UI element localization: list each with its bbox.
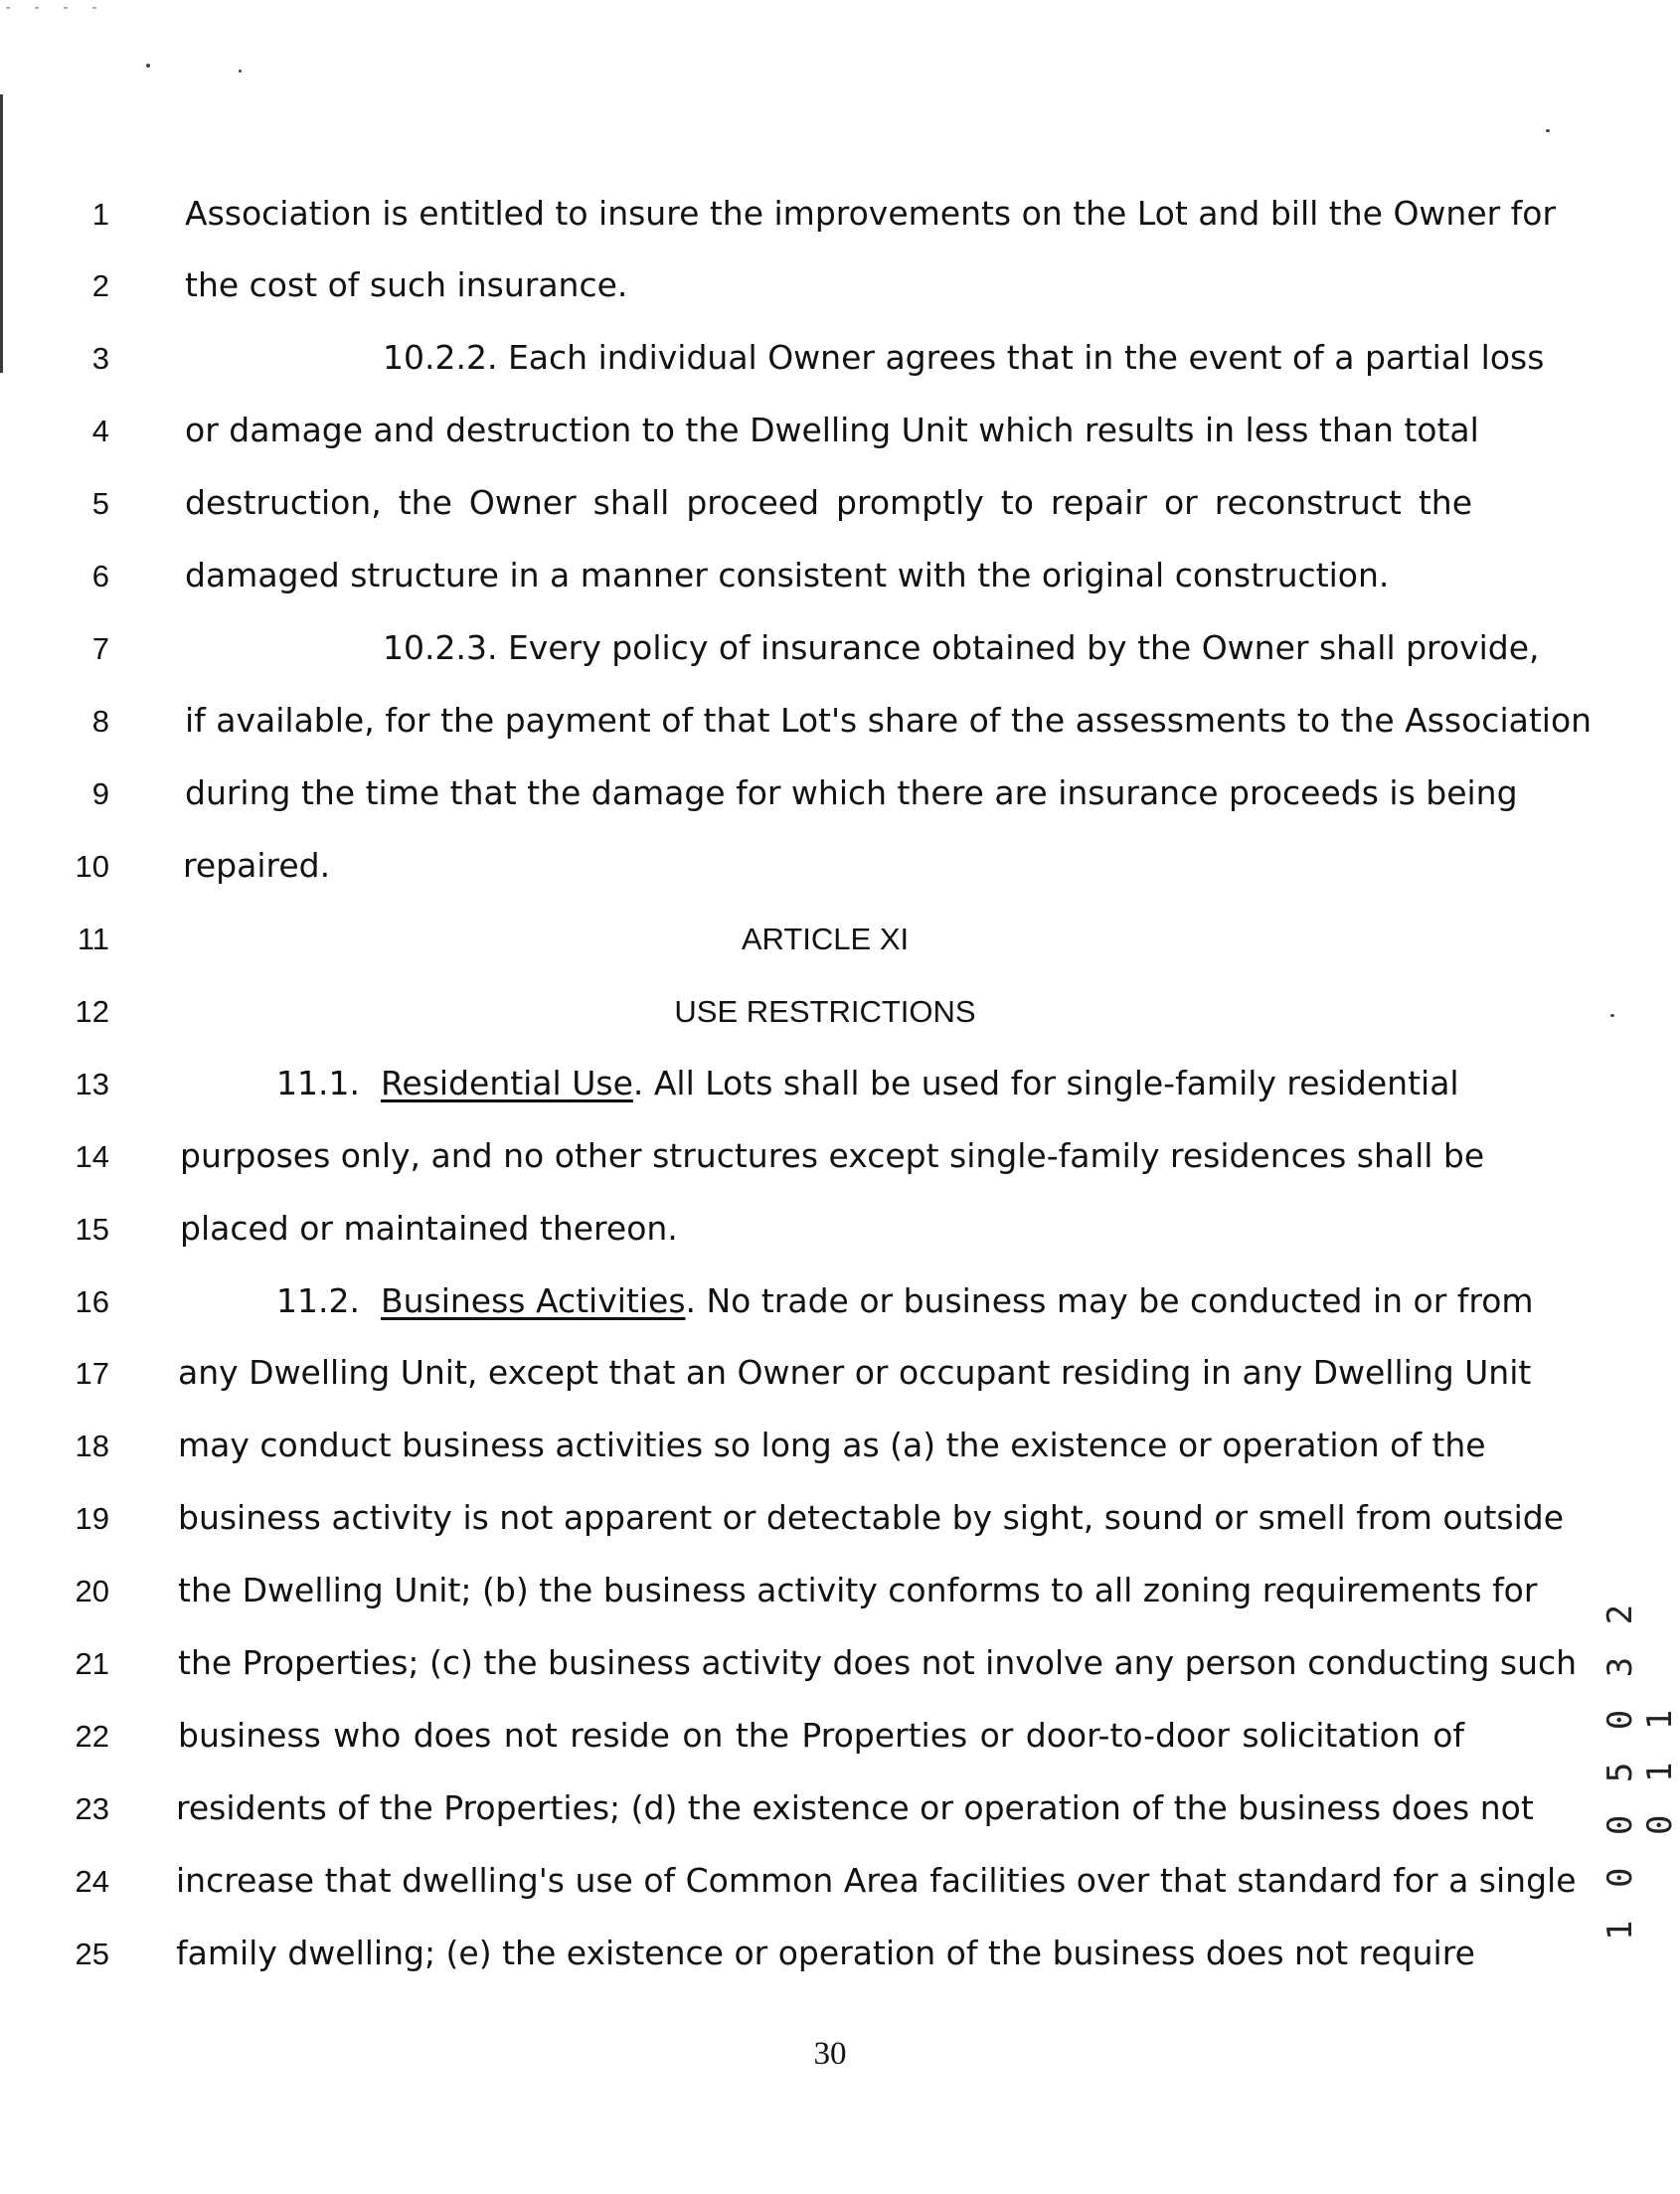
line-number: 16 — [75, 1284, 109, 1319]
scan-left-edge — [0, 94, 3, 373]
text-line: during the time that the damage for which there are insurance proceeds is being — [185, 773, 1518, 812]
text-line: the Properties; (c) the business activity does not involve any person conducting such — [178, 1643, 1578, 1682]
line-number: 4 — [91, 414, 109, 448]
text-line: family dwelling; (e) the existence or operation of the business does not require — [176, 1934, 1475, 1972]
section-title: Business Activities — [380, 1281, 686, 1320]
line-number: 19 — [75, 1501, 109, 1536]
line-number: 5 — [91, 486, 109, 521]
text-line: business who does not reside on the Properties or door-to-door solicitation of — [178, 1716, 1464, 1755]
text-line: may conduct business activities so long as (a) the existence or operation of the — [178, 1426, 1486, 1464]
section-heading: USE RESTRICTIONS — [674, 994, 976, 1029]
text-line: 10.2.3. Every policy of insurance obtained by the Owner shall provide, — [383, 628, 1540, 667]
text-line: repaired. — [183, 846, 331, 885]
text-line: residents of the Properties; (d) the existence or operation of the business does not — [176, 1788, 1534, 1827]
scan-speck — [146, 64, 150, 68]
page-number: 30 — [813, 2036, 847, 2072]
text-line: placed or maintained thereon. — [180, 1209, 678, 1248]
line-number: 22 — [75, 1719, 109, 1754]
line-number: 3 — [91, 341, 109, 376]
section-text: . All Lots shall be used for single-family residential — [632, 1064, 1459, 1102]
article-heading: ARTICLE XI — [741, 922, 910, 956]
line-number: 2 — [91, 268, 109, 303]
scan-speck — [1610, 1014, 1614, 1017]
line-number: 23 — [75, 1791, 109, 1826]
section-line — [276, 1281, 1534, 1321]
line-number: 13 — [75, 1067, 109, 1101]
line-number: 20 — [75, 1574, 109, 1608]
line-number: 7 — [91, 631, 109, 666]
line-number: 8 — [91, 704, 109, 739]
text-line: any Dwelling Unit, except that an Owner or occupant residing in any Dwelling Unit — [178, 1353, 1532, 1392]
section-number: 11.2. — [276, 1281, 360, 1320]
text-line: damaged structure in a manner consistent with the original construction. — [185, 556, 1390, 594]
text-line: the cost of such insurance. — [185, 265, 628, 304]
line-number: 14 — [75, 1139, 109, 1174]
line-number: 15 — [75, 1212, 109, 1247]
text-line: or damage and destruction to the Dwelling Unit which results in less than total — [185, 411, 1479, 449]
line-number: 18 — [75, 1429, 109, 1463]
line-number: 12 — [75, 994, 109, 1029]
scan-speck — [1546, 129, 1550, 132]
text-line: purposes only, and no other structures except single-family residences shall be — [180, 1136, 1485, 1175]
scan-speck — [239, 70, 242, 73]
line-number: 10 — [75, 849, 109, 884]
line-number: 9 — [91, 776, 109, 811]
text-line: the Dwelling Unit; (b) the business activity conforms to all zoning requirements for — [178, 1571, 1538, 1609]
line-number: 17 — [75, 1356, 109, 1391]
scan-top-marks: - - - - — [4, 0, 105, 16]
text-line: 10.2.2. Each individual Owner agrees that in the event of a partial loss — [383, 338, 1545, 377]
recording-stamp: 1 0 0 5 0 3 2 0 1 1 — [1600, 1598, 1680, 1941]
section-title: Residential Use — [380, 1064, 633, 1102]
text-line: if available, for the payment of that Lot's share of the assessments to the Association — [185, 701, 1593, 740]
text-line: increase that dwelling's use of Common Area facilities over that standard for a single — [176, 1861, 1577, 1900]
line-number: 1 — [91, 197, 109, 232]
line-number: 11 — [77, 922, 109, 956]
line-number: 6 — [91, 559, 109, 593]
line-number: 25 — [75, 1937, 109, 1971]
section-line — [276, 1064, 1459, 1103]
text-line: destruction, the Owner shall proceed promptly to repair or reconstruct the — [185, 483, 1472, 522]
line-number: 24 — [75, 1864, 109, 1899]
text-line: Association is entitled to insure the improvements on the Lot and bill the Owner for — [185, 194, 1557, 233]
section-text: . No trade or business may be conducted in or from — [685, 1281, 1534, 1320]
line-number: 21 — [75, 1646, 109, 1681]
section-number: 11.1. — [276, 1064, 360, 1102]
text-line: business activity is not apparent or detectable by sight, sound or smell from outside — [178, 1498, 1565, 1537]
